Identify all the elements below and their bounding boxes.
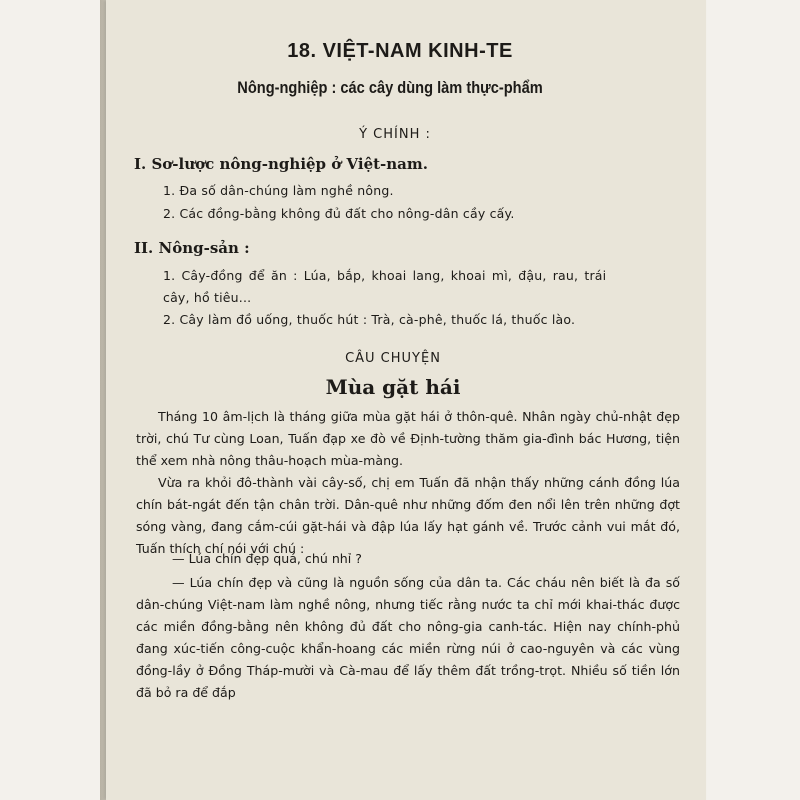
main-points-label: Ý CHÍNH : <box>359 127 431 142</box>
section-2-item-2: 2. Cây làm đồ uống, thuốc hút : Trà, cà-phê, thuốc lá, thuốc lào. <box>163 312 576 327</box>
story-paragraph-3: — Lúa chín đẹp quá, chú nhỉ ? <box>172 551 362 566</box>
section-2-item-1-cont: cây, hồ tiêu... <box>163 290 252 305</box>
section-heading-2: II. Nông-sản : <box>134 239 250 257</box>
story-paragraph-1: Tháng 10 âm-lịch là tháng giữa mùa gặt hái ở thôn-quê. Nhân ngày chủ-nhật đẹp trời, chú Tư cùng Loan, Tuấn đạp xe đò về Định-tường thăm gia-đình bác Hương, tiện thể xem nhà nông thâu-hoạch mùa-màng. <box>136 409 680 468</box>
section-1-item-2: 2. Các đồng-bằng không đủ đất cho nông-dân cầy cấy. <box>163 206 515 221</box>
section-1-item-1: 1. Đa số dân-chúng làm nghề nông. <box>163 183 394 198</box>
section-heading-1: I. Sơ-lược nông-nghiệp ở Việt-nam. <box>134 155 428 173</box>
story-paragraph-2: Vừa ra khỏi đô-thành vài cây-số, chị em Tuấn đã nhận thấy những cánh đồng lúa chín bát-ngát đến tận chân trời. Dân-quê như những đốm đen nổi lên trên những đợt sóng vàng, đang cắm-cúi gặt-hái và đập lúa lấy hạt gánh về. Trước cảnh vui mắt đó, Tuấn thích chí nói với chú : <box>136 475 680 556</box>
lesson-title: 18. VIỆT-NAM KINH-TE <box>287 40 513 62</box>
story-paragraph-4: — Lúa chín đẹp và cũng là nguồn sống của dân ta. Các cháu nên biết là đa số dân-chúng Việt-nam làm nghề nông, nhưng tiếc rằng nước ta chỉ mới khai-thác được các miền đồng-bằng nên không đủ đất cho nông-gia canh-tác. Hiện nay chính-phủ đang xúc-tiến công-cuộc khẩn-hoang các miền rừng núi ở cao-nguyên và các vùng đồng-lầy ở Đồng Tháp-mười và Cà-mau để lấy thêm đất trồng-trọt. Nhiều số tiền lớn đã bỏ ra để đắp <box>136 575 680 700</box>
section-2-item-1: 1. Cây-đồng để ăn : Lúa, bắp, khoai lang, khoai mì, đậu, rau, trái <box>163 268 607 283</box>
lesson-subtitle: Nông-nghiệp : các cây dùng làm thực-phẩm <box>237 78 543 97</box>
story-label: CÂU CHUYỆN <box>345 351 441 366</box>
story-title: Mùa gặt hái <box>325 375 461 399</box>
